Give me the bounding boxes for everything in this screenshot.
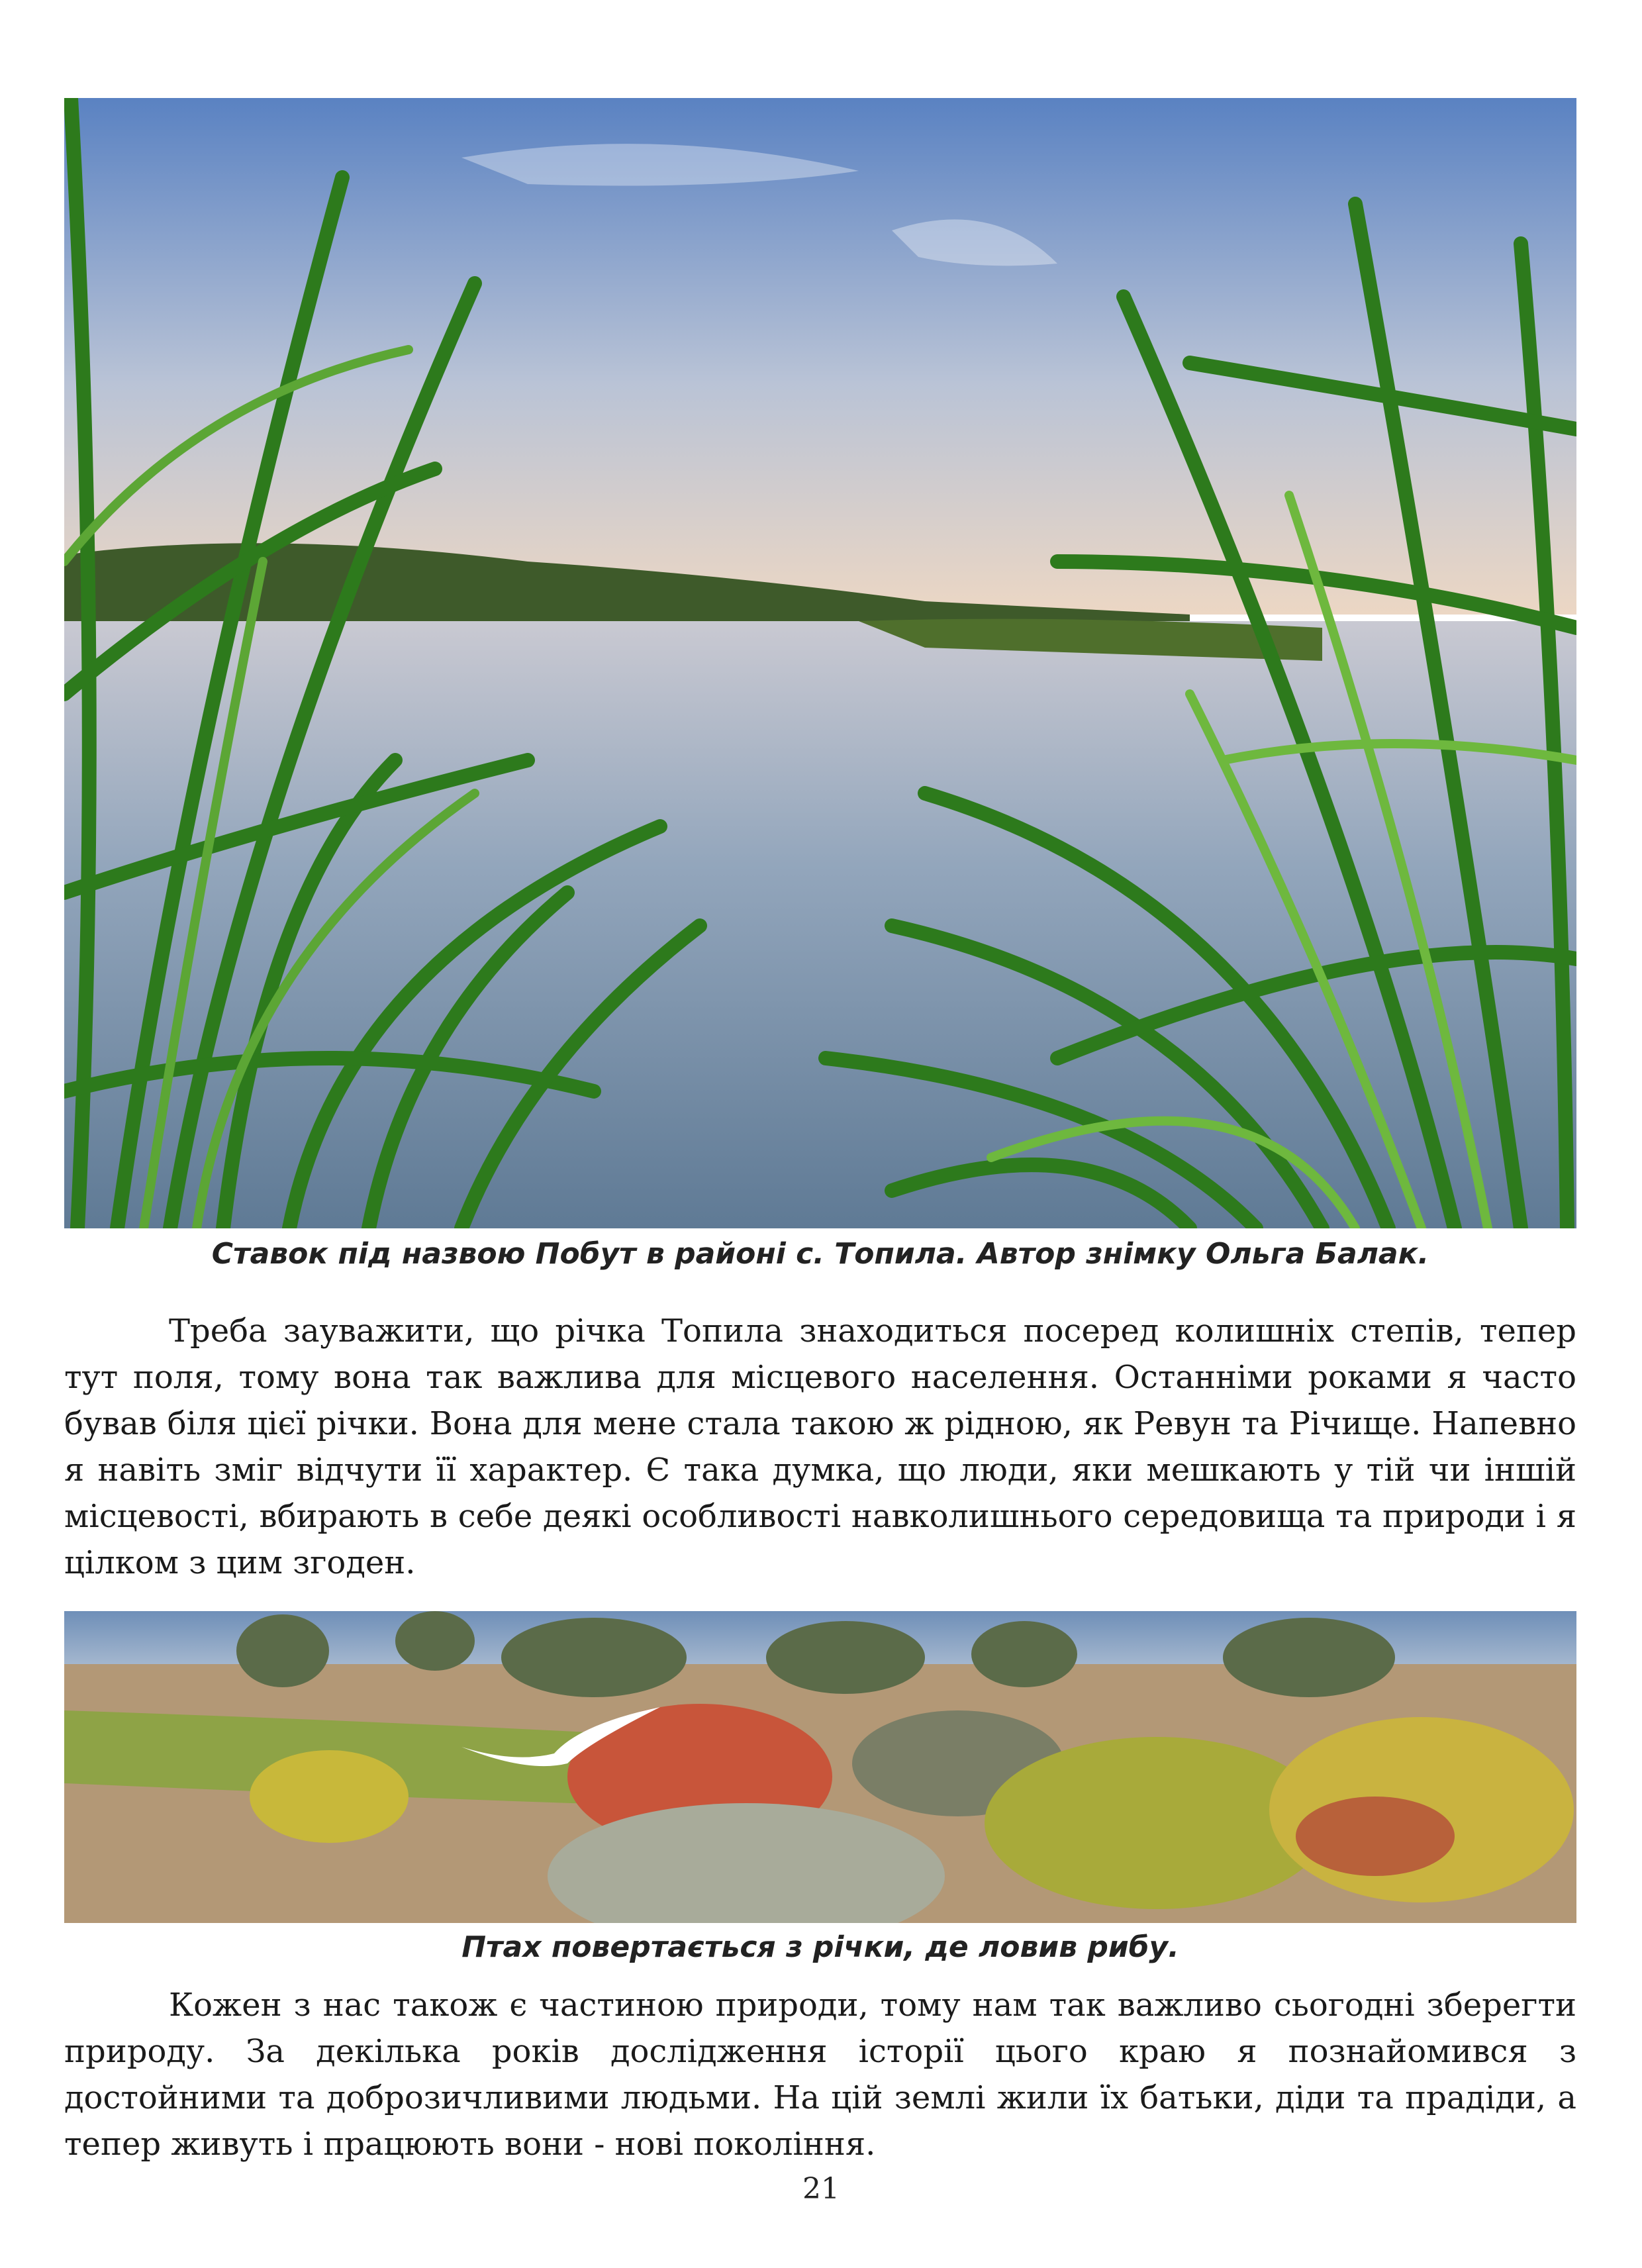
pond-reeds-photo — [64, 98, 1576, 1228]
photo-caption: Птах повертається з річки, де ловив рибу. — [461, 1930, 1179, 1964]
photo-caption: Ставок під назвою Побут в районі с. Топила. Автор знімку Ольга Балак. — [211, 1237, 1429, 1271]
body-paragraph: Треба зауважити, що річка Топила знаходиться посеред колишніх степів, тепер тут поля, тому вона так важлива для місцевого населення. Останніми роками я часто бував біля цієї річки. Вона для мене стала такою ж рідною, як Ревун та Річище. Напевно я навіть зміг відчути її характер. Є така думка, що люди, яки мешкають у тій чи іншій місцевості, вбирають в себе деякі особливості навколишнього середовища та природи і я цілком з цим згоден. — [64, 1312, 1576, 1581]
pond-reeds-illustration — [64, 98, 1576, 1228]
page-number: 21 — [802, 2172, 840, 2206]
bird-steppe-photo — [64, 1611, 1576, 1923]
bird-steppe-illustration — [64, 1611, 1576, 1923]
body-paragraph: Кожен з нас також є частиною природи, тому нам так важливо сьогодні зберегти природу. За декілька років дослідження історії цього краю я познайомився з достойними та доброзичливими людьми. На цій землі жили їх батьки, діди та прадіди, а тепер живуть і працюють вони - нові покоління. — [64, 1987, 1576, 2163]
